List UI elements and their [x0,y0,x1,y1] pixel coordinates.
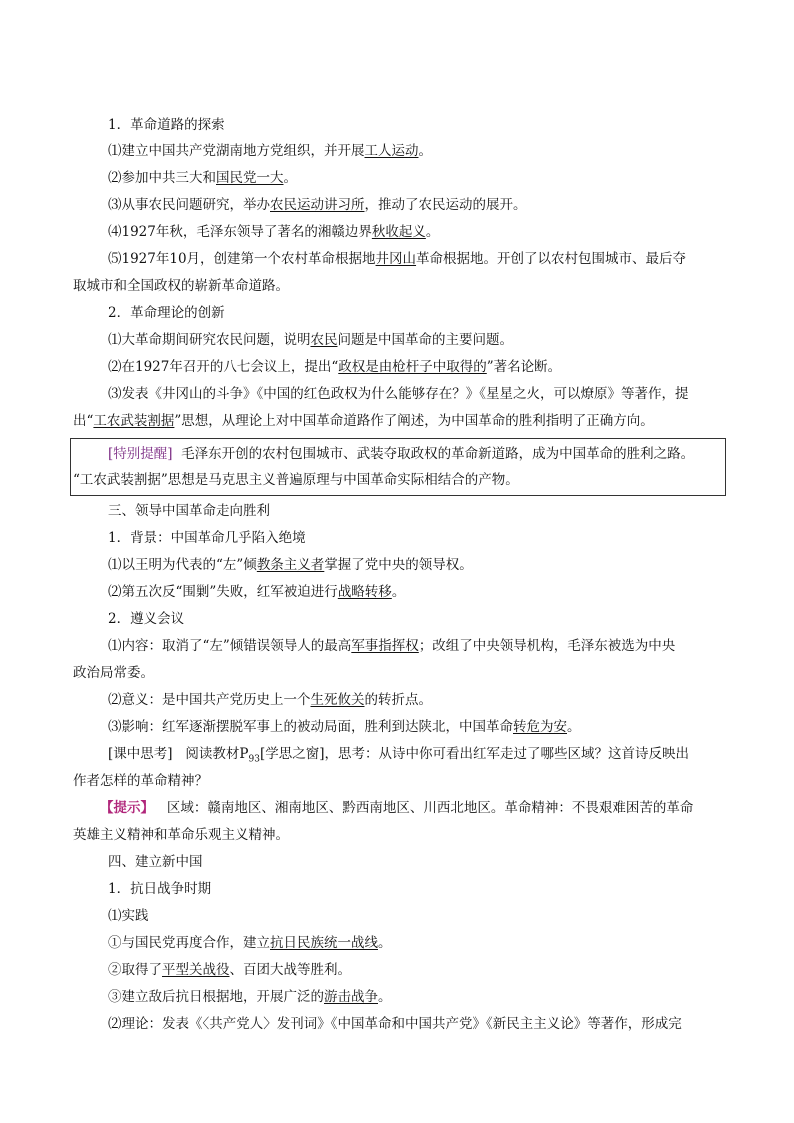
paragraph-continuation [0,664,794,682]
paragraph [0,223,794,241]
paragraph [0,934,794,952]
text: 三、领导中国革命走向胜利 [108,503,270,519]
text: 问题是中国革命的主要问题。 [337,332,513,348]
text: 2．革命理论的创新 [108,305,225,321]
text: 2．遵义会议 [108,611,185,627]
section-3-title [0,502,794,520]
text: ⑷1927年秋，毛泽东领导了著名的湘赣边界 [108,224,372,240]
paragraph [0,583,794,601]
text: 阅读教材P [185,746,249,762]
text: ⑴建立中国共产党湖南地方党组织，并开展 [108,143,365,159]
text: ⑴以王明为代表的“左”倾 [108,557,257,573]
text: 毛泽东开创的农村包围城市、武装夺取政权的革命新道路，成为中国革命的胜利之路。 [181,446,695,462]
paragraph [0,169,794,187]
subsection-title [0,529,794,547]
paragraph [0,637,794,655]
underlined-term: 抗日民族统一战线 [270,935,378,951]
note-tag: [特别提醒] [108,446,173,462]
paragraph [0,331,794,349]
paragraph [0,691,794,709]
paragraph [0,988,794,1006]
text: 区域：赣南地区、湘南地区、黔西南地区、川西北地区。革命精神：不畏艰难困苦的革命 [166,800,694,816]
text: ⑴实践 [108,908,149,924]
text: ②取得了 [108,962,162,978]
text: 。 [378,989,392,1005]
text: 。 [378,935,392,951]
text: 。 [391,584,406,600]
underlined-term: 平型关战役 [162,962,230,978]
underlined-term: 军事指挥权 [351,638,419,654]
underlined-term: 农民 [310,332,338,348]
text: 革命根据地。开创了以农村包围城市、最后夺 [416,251,687,267]
underlined-term: 工农武装割据 [93,413,175,429]
section-1-title [0,116,794,134]
text: 1．抗日战争时期 [108,881,212,897]
paragraph [0,1015,794,1033]
text: “工农武装割据”思想是马克思主义普遍原理与中国革命实际相结合的产物。 [73,472,519,488]
paragraph [0,961,794,979]
underlined-term: 转危为安 [513,719,567,735]
note-line [0,445,794,463]
underlined-term: 政权是由枪杆子中取得的 [338,359,487,375]
text: 1．背景：中国革命几乎陷入绝境 [108,530,306,546]
underlined-term: 工人运动 [364,143,419,159]
underlined-term: 游击战争 [324,989,378,1005]
paragraph [0,556,794,574]
text: ⑶从事农民问题研究，举办 [108,197,270,213]
text: ⑵意义：是中国共产党历史上一个 [108,692,311,708]
underlined-term: 秋收起义 [371,224,426,240]
text: ⑴内容：取消了“左”倾错误领导人的最高 [108,638,352,654]
think-question [0,745,794,769]
paragraph-continuation [0,826,794,844]
text: 英雄主义精神和革命乐观主义精神。 [73,827,289,843]
text: ⑸1927年10月，创建第一个农村革命根据地 [108,251,376,267]
text: ⑴大革命期间研究农民问题，说明 [108,332,311,348]
text: 政治局常委。 [73,665,154,681]
text: 。 [425,224,440,240]
section-2-title [0,304,794,322]
note-line [0,471,794,489]
paragraph [0,907,794,925]
text: ⑶影响：红军逐渐摆脱军事上的被动局面，胜利到达陕北，中国革命 [108,719,513,735]
text: ；改组了中央领导机构，毛泽东被选为中央 [418,638,676,654]
text: ⑵在1927年召开的八七会议上，提出“ [108,359,339,375]
subsection-title [0,610,794,628]
paragraph [0,250,794,268]
text: 作者怎样的革命精神？ [73,773,208,789]
text: 。 [283,170,297,186]
text: ，推动了农民运动的展开。 [364,197,527,213]
text: 四、建立新中国 [108,854,203,870]
hint [0,799,794,817]
paragraph [0,385,794,403]
underlined-term: 国民党一大 [216,170,284,186]
text: ”思想，从理论上对中国革命道路作了阐述，为中国革命的胜利指明了正确方向。 [174,413,654,429]
paragraph [0,718,794,736]
underlined-term: 教条主义者 [256,557,325,573]
text: 的转折点。 [364,692,432,708]
paragraph [0,142,794,160]
text: ⑵参加中共三大和 [108,170,216,186]
text: 取城市和全国政权的崭新革命道路。 [73,278,289,294]
paragraph-continuation [0,277,794,295]
text: 出“ [73,413,94,429]
text: 。 [418,143,432,159]
hint-tag: 【提示】 [100,800,154,816]
text: 、百团大战等胜利。 [229,962,351,978]
text: ①与国民党再度合作，建立 [108,935,270,951]
think-tag: [课中思考] [108,746,173,762]
text: 掌握了党中央的领导权。 [324,557,473,573]
text: ⑵理论：发表《〈共产党人〉发刊词》《中国革命和中国共产党》《新民主主义论》等著作，形成完 [108,1016,682,1032]
text: ”著名论断。 [486,359,562,375]
paragraph [0,358,794,376]
text: ⑶发表《井冈山的斗争》《中国的红色政权为什么能够存在？》《星星之火，可以燎原》等著作，提 [108,386,689,402]
underlined-term: 井冈山 [375,251,417,267]
underlined-term: 生死攸关 [310,692,365,708]
page-subscript: 93 [248,754,260,765]
underlined-term: 农民运动讲习所 [270,197,365,213]
text: [学思之窗]，思考：从诗中你可看出红军走过了哪些区域？这首诗反映出 [259,746,690,762]
text: 。 [567,719,581,735]
subsection-title [0,880,794,898]
paragraph-continuation [0,412,794,430]
text: 1．革命道路的探索 [108,117,225,133]
text: ⑵第五次反“围剿”失败，红军被迫进行 [108,584,338,600]
paragraph-continuation [0,772,794,790]
underlined-term: 战略转移 [337,584,392,600]
section-4-title [0,853,794,871]
text: ③建立敌后抗日根据地，开展广泛的 [108,989,324,1005]
paragraph [0,196,794,214]
